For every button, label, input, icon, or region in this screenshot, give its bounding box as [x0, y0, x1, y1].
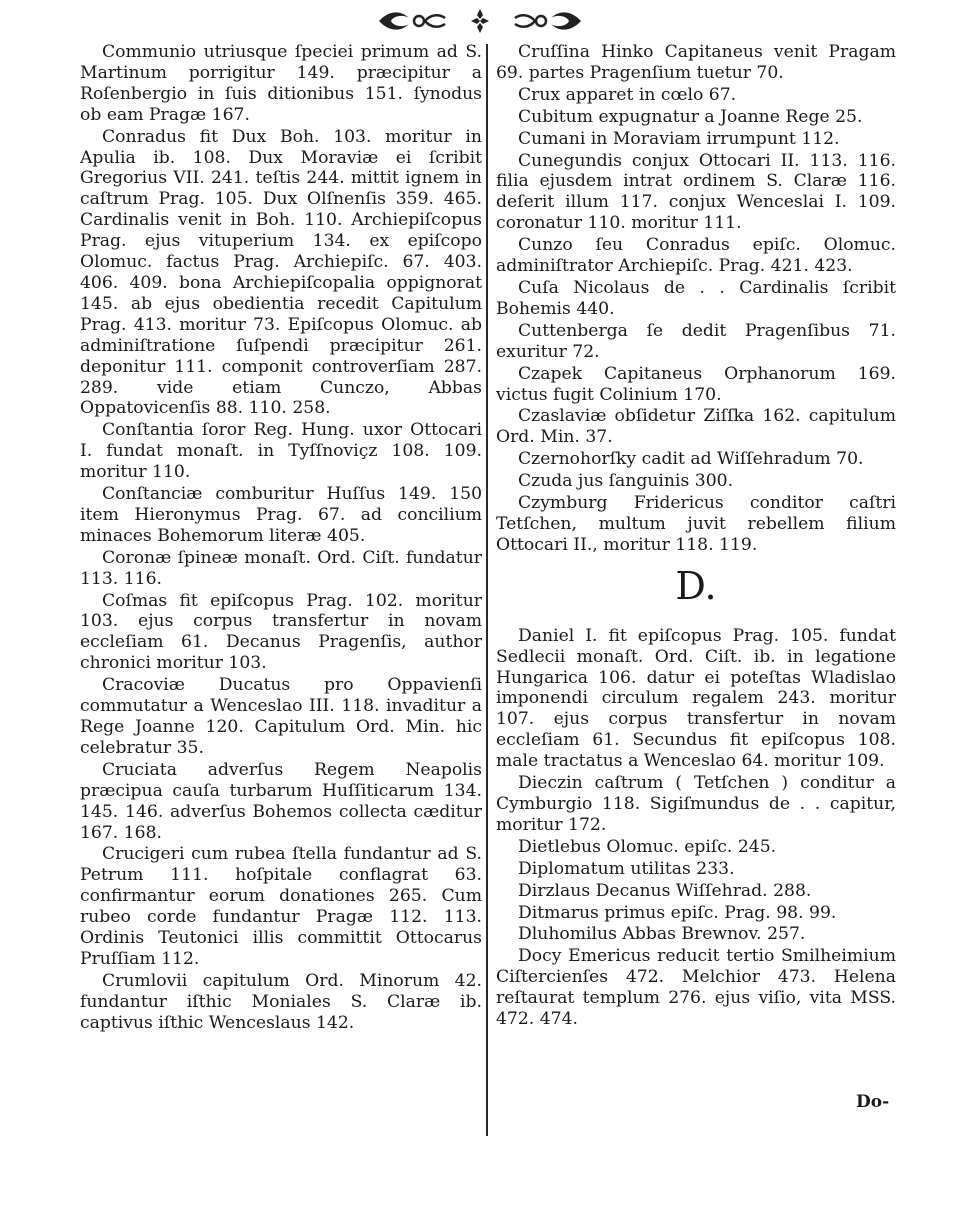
index-entry: Czapek Capitaneus Orphanorum 169. victus fugit Colinium 170. [496, 363, 896, 405]
index-entry: Cunzo ſeu Conradus epiſc. Olomuc. adminiſtrator Archiepiſc. Prag. 421. 423. [496, 235, 896, 277]
index-entry: Crucigeri cum rubea ſtella fundantur ad S. Petrum 111. hoſpitale conflagrat 63. confirmantur eorum donationes 265. Cum rubeo corde fundantur Pragæ 112. 113. Ordinis Teutonici illis committit Ottocarus Pruſſiam 112. [80, 844, 482, 969]
index-entry: Ditmarus primus epiſc. Prag. 98. 99. [518, 902, 837, 923]
left-column [80, 42, 482, 1035]
column-divider [486, 44, 488, 1136]
index-entry: Diplomatum utilitas 233. [518, 858, 735, 879]
index-entry: Coronæ ſpineæ monaſt. Ord. Ciſt. fundatur 113. 116. [80, 547, 482, 589]
index-entry: Crux apparet in cœlo 67. [518, 84, 737, 105]
index-entry: Cracoviæ Ducatus pro Oppavienſi commutatur a Wenceslao III. 118. invaditur a Rege Joanne 120. Capitulum Ord. Min. hic celebratur 35. [80, 675, 482, 758]
index-entry: Daniel I. fit epiſcopus Prag. 105. fundat Sedlecii monaſt. Ord. Ciſt. ib. in legatione Hungarica 106. datur ei poteſtas Wladislao imponendi circulum regalem 243. moritur 107. ejus corpus transfertur in novam eccleſiam 61. Secundus fit epiſcopus 108. male tractatus a Wenceslao 64. moritur 109. [496, 625, 896, 772]
fleuron-left-icon [375, 8, 447, 34]
index-entry: Cunegundis conjux Ottocari II. 113. 116. filia ejusdem intrat ordinem S. Claræ 116. deſerit illum 117. conjux Wenceslai I. 109. coronatur 110. moritur 111. [496, 150, 896, 234]
index-entry: Conſtanciæ comburitur Huſſus 149. 150 item Hieronymus Prag. 67. ad concilium minaces Bohemorum literæ 405. [80, 484, 482, 546]
index-entry: Conradus fit Dux Boh. 103. moritur in Apulia ib. 108. Dux Moraviæ ei ſcribit Gregorius VII. 241. teſtis 244. mittit ignem in caſtrum Prag. 105. Dux Olſnenſis 359. 465. Cardinalis venit in Boh. 110. Archiepiſcopus Prag. ejus vituperium 134. ex epiſcopo Olomuc. factus Prag. Archiepiſc. 67. 403. 406. 409. bona Archiepiſcopalia oppignorat 145. ab ejus obedientia recedit Capitulum Prag. 413. moritur 73. Epiſcopus Olomuc. ab adminiſtratione ſuſpendi præcipitur 261. deponitur 111. componit controverſiam 287. 289. vide etiam Cunczo, Abbas Oppatovicenſis 88. 110. 258. [80, 126, 482, 419]
index-entry: Communio utriusque ſpeciei primum ad S. Martinum porrigitur 149. præcipitur a Roſenbergio in ſuis ditionibus 151. ſynodus ob eam Pragæ 167. [80, 42, 482, 125]
index-entry: Crumlovii capitulum Ord. Minorum 42. fundantur iſthic Moniales S. Claræ ib. captivus iſthic Wenceslaus 142. [80, 970, 482, 1033]
index-entry: Cuſa Nicolaus de . . Cardinalis ſcribit Bohemis 440. [496, 277, 896, 319]
catchword: Do- [856, 1092, 890, 1112]
index-entry: Cuttenberga ſe dedit Pragenſibus 71. exuritur 72. [496, 320, 896, 362]
index-entry: Coſmas fit epiſcopus Prag. 102. moritur 103. ejus corpus transfertur in novam eccleſiam 61. Decanus Pragenſis, author chronici moritur 103. [80, 590, 482, 674]
right-column [496, 42, 896, 1031]
fleuron-right-icon [513, 8, 585, 34]
index-entry: Czernohorſky cadit ad Wiſſehradum 70. [518, 449, 864, 470]
index-entry: Dietlebus Olomuc. epiſc. 245. [518, 836, 777, 857]
index-entry: Docy Emericus reducit tertio Smilheimium Ciſtercienſes 472. Melchior 473. Helena reſtaurat templum 276. ejus viſio, vita MSS. 472. 474. [496, 946, 896, 1030]
index-entry: Cubitum expugnatur a Joanne Rege 25. [518, 106, 863, 127]
index-entry: Cumani in Moraviam irrumpunt 112. [518, 128, 840, 149]
index-entry: Conſtantia ſoror Reg. Hung. uxor Ottocari I. fundat monaſt. in Tyſſnoviçz 108. 109. moritur 110. [80, 420, 482, 483]
index-entry: Czymburg Fridericus conditor caſtri Tetſchen, multum juvit rebellem filium Ottocari II., moritur 118. 119. [496, 493, 896, 555]
header-ornament [360, 4, 600, 38]
index-entry: Dieczin caſtrum ( Tetſchen ) conditur a Cymburgio 118. Sigiſmundus de . . capitur, moritur 172. [496, 773, 896, 835]
index-entry: Dluhomilus Abbas Brewnov. 257. [518, 924, 806, 945]
cross-ornament-icon [469, 7, 491, 35]
index-entry: Dirzlaus Decanus Wiſſehrad. 288. [518, 880, 812, 901]
section-letter-heading: D. [675, 563, 717, 608]
index-entry: Cruciata adverſus Regem Neapolis præcipua cauſa turbarum Huſſiticarum 134. 145. 146. adverſus Bohemos collecta cæditur 167. 168. [80, 759, 482, 843]
index-entry: Czaslaviæ obſidetur Ziſſka 162. capitulum Ord. Min. 37. [496, 406, 896, 448]
index-entry: Cruſſina Hinko Capitaneus venit Pragam 69. partes Pragenſium tuetur 70. [496, 42, 896, 83]
index-entry: Czuda jus ſanguinis 300. [518, 471, 734, 492]
